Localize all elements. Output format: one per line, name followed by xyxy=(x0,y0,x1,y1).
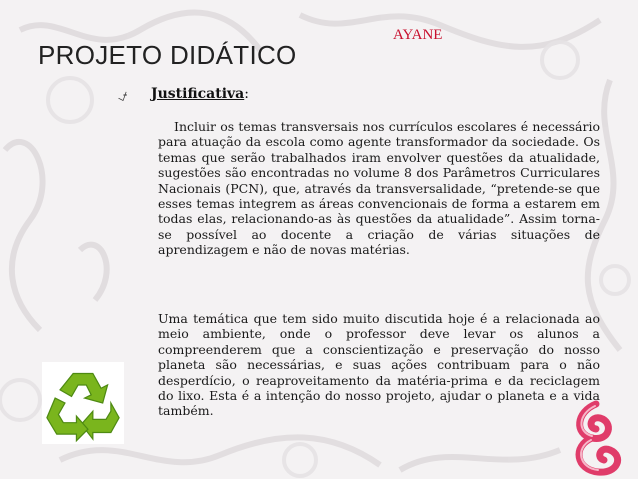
pink-swirl-decoration xyxy=(566,398,628,478)
paragraph-justificativa: Incluir os temas transversais nos currículos escolares é necessário para atuação da escola como agente transformador da sociedade. Os temas que serão trabalhados iram envolver questões da atualidade, sugestões são encontradas no volume 8 dos Parâmetros Curriculares Nacionais (PCN), que, através da transversalidade, “pretende-se que esses temas integrem as áreas convencionais de forma a estarem em todas elas, relacionando-as às questões da atualidade”. Assim torna-se possível ao docente a criação de várias situações de aprendizagem e não de novas matérias. xyxy=(158,119,600,258)
author-name: AYANE xyxy=(393,27,443,43)
recycle-icon xyxy=(42,362,124,444)
checkbox-bullet-icon: ⍻ xyxy=(118,86,128,106)
paragraph-meio-ambiente: Uma temática que tem sido muito discutida hoje é a relacionada ao meio ambiente, onde o professor deve levar os alunos a compreenderem que a conscientização e preservação do nosso planeta são necessárias, e suas ações contribuam para o não desperdício, o reaproveitamento da matéria-prima e da reciclagem do lixo. Esta é a intenção do nosso projeto, ajudar o planeta e a vida também. xyxy=(158,311,600,419)
section-heading-label: Justificativa xyxy=(151,86,245,102)
section-heading-colon: : xyxy=(244,86,249,102)
slide-title: PROJETO DIDÁTICO xyxy=(38,40,297,70)
section-heading xyxy=(151,86,249,102)
